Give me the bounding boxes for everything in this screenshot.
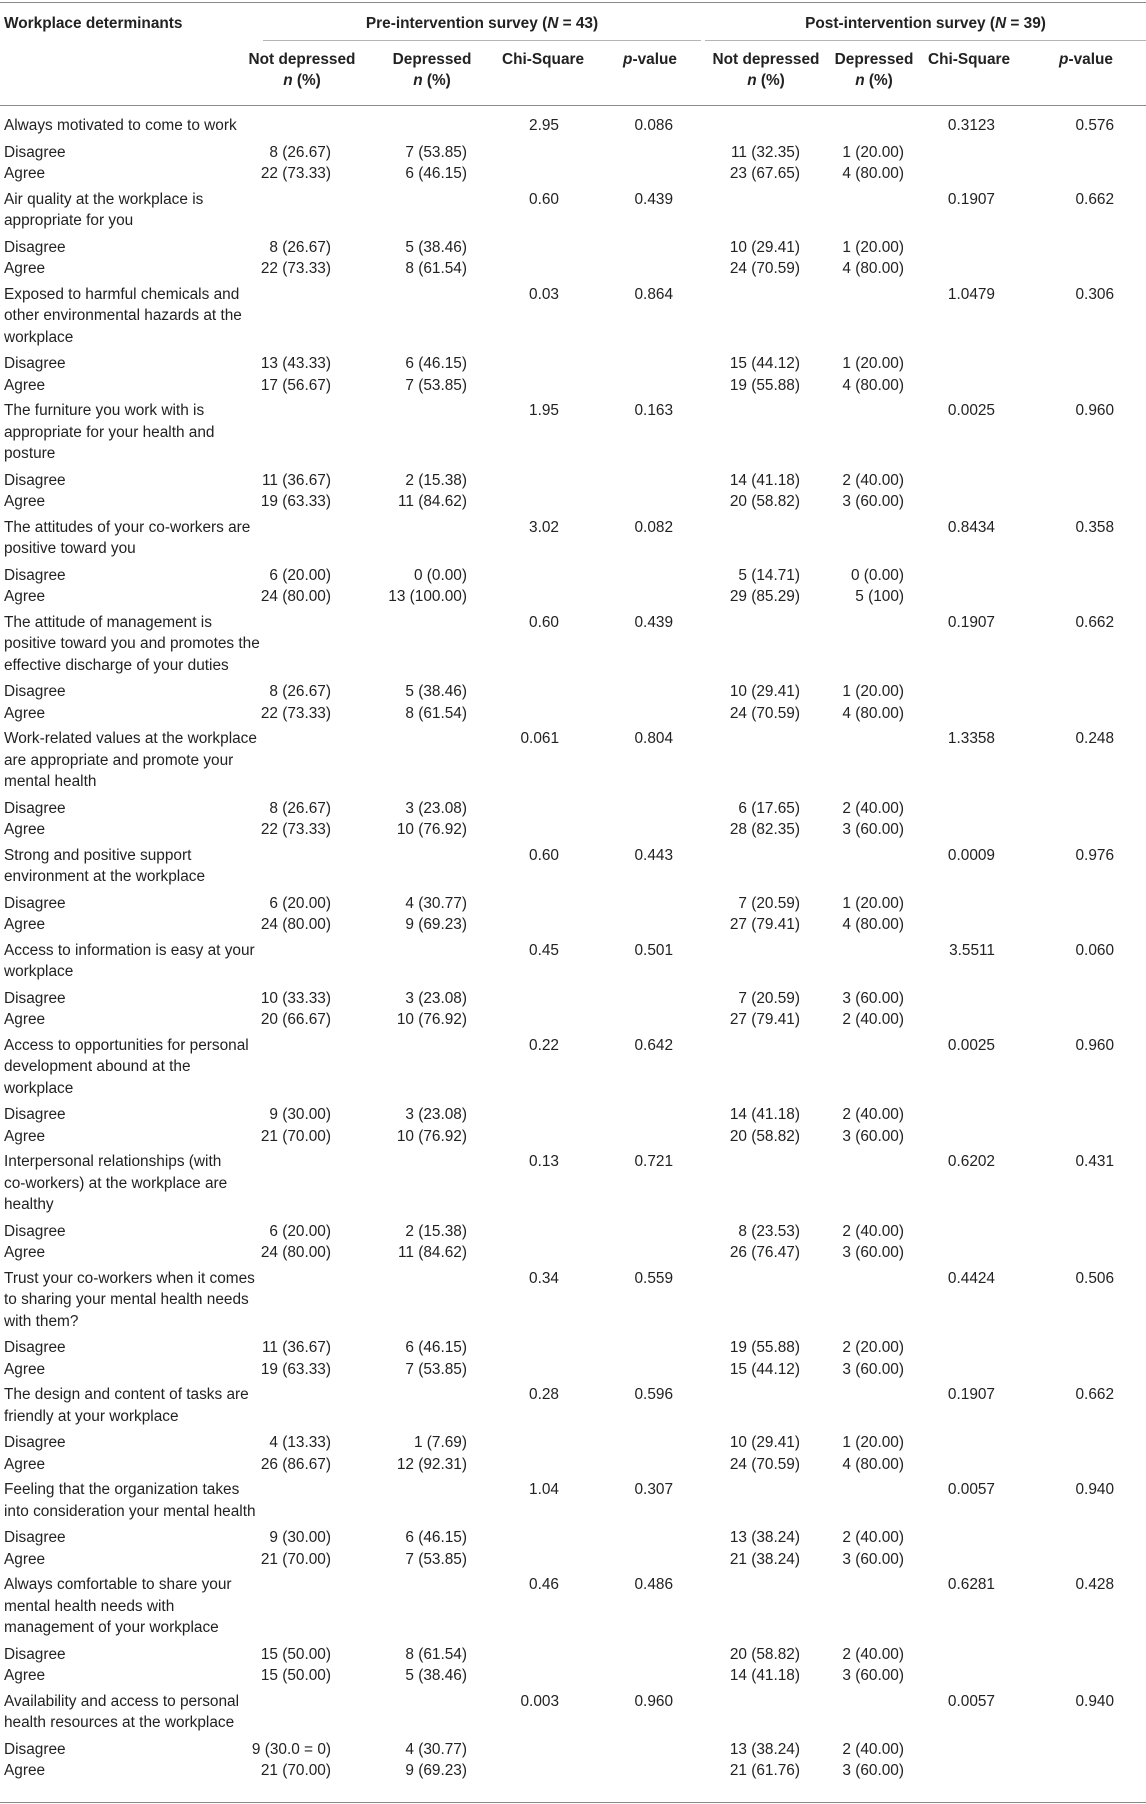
pre-not-depressed-header: Not depressed xyxy=(248,51,356,68)
post-not-depressed-value: 20 (58.82) xyxy=(729,1645,800,1663)
n-letter: n xyxy=(747,72,757,89)
pre-p-value: 0.501 xyxy=(634,941,673,959)
determinant-label: Feeling that the organization takes xyxy=(4,1481,240,1498)
pre-not-depressed-value: 19 (63.33) xyxy=(260,1360,331,1378)
pre-depressed-value: 10 (76.92) xyxy=(396,1127,467,1145)
post-depressed-value: 4 (80.00) xyxy=(842,916,904,933)
determinant-label: Always comfortable to share your xyxy=(4,1576,232,1593)
pre-p-value: 0.559 xyxy=(634,1269,673,1287)
agree-label: Agree xyxy=(4,1762,46,1779)
post-depressed-value: 3 (60.00) xyxy=(842,1667,904,1684)
post-not-depressed-value: 19 (55.88) xyxy=(729,1339,800,1356)
disagree-label: Disagree xyxy=(4,471,66,489)
post-chi-square-header: Chi-Square xyxy=(927,51,1011,68)
pre-intervention-header xyxy=(263,13,701,34)
pre-not-depressed-value: 26 (86.67) xyxy=(260,1455,331,1473)
disagree-label: Disagree xyxy=(4,1740,66,1758)
pre-p-value: 0.439 xyxy=(634,190,673,208)
pre-chi-square: 0.03 xyxy=(529,285,559,303)
determinant-label: Access to opportunities for personal xyxy=(4,1036,249,1054)
pct-suffix: (%) xyxy=(756,72,785,89)
pre-depressed-value: 3 (23.08) xyxy=(405,799,467,817)
pre-depressed-value: 5 (38.46) xyxy=(405,238,467,256)
pre-depressed-value: 2 (15.38) xyxy=(405,1222,467,1240)
pre-not-depressed-value: 8 (26.67) xyxy=(269,238,331,256)
n-letter: n xyxy=(283,72,293,89)
pre-not-depressed-value: 22 (73.33) xyxy=(260,704,331,722)
agree-label: Agree xyxy=(4,493,46,510)
header-bottom-rule xyxy=(0,105,1146,106)
pre-depressed-value: 9 (69.23) xyxy=(405,1762,467,1779)
pre-depressed-value: 6 (46.15) xyxy=(405,1339,467,1356)
disagree-label: Disagree xyxy=(4,1645,66,1663)
disagree-label: Disagree xyxy=(4,566,66,584)
pre-p-value: 0.721 xyxy=(634,1153,673,1170)
agree-label: Agree xyxy=(4,260,46,277)
post-not-depressed-value: 24 (70.59) xyxy=(729,260,800,277)
pre-p-value: 0.804 xyxy=(634,730,673,747)
pre-label-suffix: = 43) xyxy=(558,15,599,32)
determinant-label: healthy xyxy=(4,1196,54,1213)
pre-depressed-value: 12 (92.31) xyxy=(396,1455,467,1473)
pre-not-depressed-value: 15 (50.00) xyxy=(260,1667,331,1684)
n-letter: n xyxy=(855,72,865,89)
n-letter: n xyxy=(413,72,423,89)
pre-p-value: 0.443 xyxy=(634,846,673,864)
pre-depressed-value: 9 (69.23) xyxy=(405,916,467,933)
pre-not-depressed-value: 6 (20.00) xyxy=(269,566,331,584)
post-not-depressed-value: 24 (70.59) xyxy=(729,1455,800,1473)
determinant-label: Work-related values at the workplace xyxy=(4,730,257,747)
determinant-label: appropriate for your health and xyxy=(4,423,215,441)
post-depressed-value: 2 (20.00) xyxy=(842,1339,904,1356)
agree-label: Agree xyxy=(4,1455,46,1473)
disagree-label: Disagree xyxy=(4,989,66,1007)
pre-p-value: 0.086 xyxy=(634,117,673,134)
post-not-depressed-value: 27 (79.41) xyxy=(729,916,800,933)
pre-depressed-value: 11 (84.62) xyxy=(397,493,467,510)
post-chi-square: 0.1907 xyxy=(947,1386,995,1403)
post-depressed-value: 3 (60.00) xyxy=(842,1762,904,1779)
p-suffix: -value xyxy=(632,51,677,68)
pre-depressed-value: 8 (61.54) xyxy=(405,260,467,277)
determinant-label: into consideration your mental health xyxy=(4,1502,256,1520)
post-depressed-value: 3 (60.00) xyxy=(842,1550,904,1568)
determinant-label: The furniture you work with is xyxy=(4,402,205,419)
post-depressed-value: 1 (20.00) xyxy=(842,894,904,912)
determinant-label: Always motivated to come to work xyxy=(4,117,237,134)
post-p-value-header xyxy=(986,49,1146,70)
pre-chi-square: 0.34 xyxy=(529,1269,559,1287)
post-depressed-value: 2 (40.00) xyxy=(842,1529,904,1546)
pre-p-value: 0.960 xyxy=(634,1692,673,1710)
post-p-value: 0.248 xyxy=(1075,730,1114,747)
determinant-label: health resources at the workplace xyxy=(4,1714,235,1731)
agree-label: Agree xyxy=(4,704,46,722)
post-not-depressed-value: 6 (17.65) xyxy=(738,799,800,817)
pre-chi-square: 2.95 xyxy=(529,117,559,134)
agree-label: Agree xyxy=(4,165,46,182)
post-not-depressed-value: 15 (44.12) xyxy=(729,355,800,372)
determinant-label: Air quality at the workplace is xyxy=(4,190,204,208)
pre-chi-square: 0.28 xyxy=(529,1386,559,1403)
post-depressed-value: 2 (40.00) xyxy=(842,1011,904,1028)
determinant-label: development abound at the xyxy=(4,1058,191,1075)
pre-depressed-value: 5 (38.46) xyxy=(405,1667,467,1684)
pre-not-depressed-value: 8 (26.67) xyxy=(269,143,331,161)
pre-chi-square: 1.95 xyxy=(529,402,559,419)
determinant-label: Trust your co-workers when it comes xyxy=(4,1269,255,1287)
pre-chi-square: 0.003 xyxy=(520,1692,559,1710)
agree-label: Agree xyxy=(4,1667,46,1684)
pct-suffix: (%) xyxy=(292,72,321,89)
pre-not-depressed-value: 15 (50.00) xyxy=(260,1645,331,1663)
pre-p-value: 0.864 xyxy=(634,285,673,303)
pre-p-value: 0.642 xyxy=(634,1036,673,1054)
pre-p-value: 0.163 xyxy=(634,402,673,419)
post-not-depressed-value: 10 (29.41) xyxy=(729,1434,800,1451)
post-depressed-value: 2 (40.00) xyxy=(842,1106,904,1123)
post-chi-square: 1.3358 xyxy=(947,730,995,747)
pre-chi-square: 0.60 xyxy=(529,190,559,208)
post-depressed-value: 5 (100) xyxy=(855,588,904,605)
post-label-prefix: Post-intervention survey ( xyxy=(805,15,995,32)
workplace-determinants-header: Workplace determinants xyxy=(4,15,183,32)
post-not-depressed-value: 10 (29.41) xyxy=(729,683,800,700)
post-not-depressed-value: 13 (38.24) xyxy=(729,1740,800,1758)
pre-not-depressed-value: 24 (80.00) xyxy=(260,1244,331,1261)
pre-not-depressed-value: 11 (36.67) xyxy=(261,1339,331,1356)
determinant-label: Availability and access to personal xyxy=(4,1692,239,1710)
post-not-depressed-value: 20 (58.82) xyxy=(729,1127,800,1145)
determinant-label: environment at the workplace xyxy=(4,868,206,885)
pre-not-depressed-value: 22 (73.33) xyxy=(260,165,331,182)
post-depressed-value: 1 (20.00) xyxy=(842,683,904,700)
post-not-depressed-value: 14 (41.18) xyxy=(729,1106,800,1123)
post-not-depressed-value: 28 (82.35) xyxy=(729,821,800,838)
post-not-depressed-value: 14 (41.18) xyxy=(729,471,800,489)
post-chi-square: 0.1907 xyxy=(947,613,995,631)
pre-p-value: 0.082 xyxy=(634,518,673,536)
pre-not-depressed-value: 20 (66.67) xyxy=(260,1011,331,1028)
pre-chi-square: 0.22 xyxy=(529,1036,559,1054)
post-p-value: 0.960 xyxy=(1075,1036,1114,1054)
post-not-depressed-value: 14 (41.18) xyxy=(729,1667,800,1684)
pre-not-depressed-value: 22 (73.33) xyxy=(260,821,331,838)
pre-chi-square: 0.13 xyxy=(529,1153,559,1170)
pre-p-value: 0.439 xyxy=(634,613,673,631)
pre-not-depressed-value: 21 (70.00) xyxy=(260,1762,331,1779)
post-not-depressed-value: 29 (85.29) xyxy=(729,588,800,605)
pre-depressed-value: 7 (53.85) xyxy=(405,1550,467,1568)
determinant-label: positive toward you and promotes the xyxy=(4,635,260,652)
disagree-label: Disagree xyxy=(4,894,66,912)
determinant-label: mental health xyxy=(4,773,97,790)
pre-depressed-n-pct xyxy=(332,70,532,91)
post-p-value: 0.428 xyxy=(1075,1576,1114,1593)
pre-depressed-value: 3 (23.08) xyxy=(405,1106,467,1123)
post-not-depressed-value: 24 (70.59) xyxy=(729,704,800,722)
post-chi-square: 0.8434 xyxy=(947,518,995,536)
post-p-value: 0.506 xyxy=(1075,1269,1114,1287)
post-not-depressed-value: 20 (58.82) xyxy=(729,493,800,510)
pre-chi-square: 0.60 xyxy=(529,613,559,631)
post-p-value: 0.306 xyxy=(1075,285,1114,303)
pre-not-depressed-value: 11 (36.67) xyxy=(261,471,331,489)
pre-depressed-value: 5 (38.46) xyxy=(405,683,467,700)
post-depressed-value: 2 (40.00) xyxy=(842,1740,904,1758)
determinant-label: Access to information is easy at your xyxy=(4,941,255,959)
post-label-suffix: = 39) xyxy=(1006,15,1046,32)
post-chi-square: 0.0057 xyxy=(947,1692,995,1710)
post-p-value: 0.940 xyxy=(1075,1692,1114,1710)
pre-not-depressed-value: 8 (26.67) xyxy=(269,683,331,700)
determinant-label: other environmental hazards at the xyxy=(4,307,242,324)
disagree-label: Disagree xyxy=(4,1434,66,1451)
post-depressed-value: 1 (20.00) xyxy=(842,238,904,256)
determinant-label: mental health needs with xyxy=(4,1597,175,1615)
pre-not-depressed-value: 13 (43.33) xyxy=(260,355,331,372)
p-letter: p xyxy=(1059,51,1069,68)
post-depressed-value: 2 (40.00) xyxy=(842,471,904,489)
determinant-label: The design and content of tasks are xyxy=(4,1386,249,1403)
determinant-label: with them? xyxy=(4,1312,79,1330)
agree-label: Agree xyxy=(4,821,46,838)
post-chi-square: 3.5511 xyxy=(949,941,995,959)
post-p-value: 0.576 xyxy=(1075,117,1114,134)
pre-depressed-value: 2 (15.38) xyxy=(405,471,467,489)
post-chi-square: 0.1907 xyxy=(947,190,995,208)
post-depressed-value: 4 (80.00) xyxy=(842,165,904,182)
pre-not-depressed-value: 9 (30.00) xyxy=(269,1529,331,1546)
agree-label: Agree xyxy=(4,1011,46,1028)
post-chi-square: 0.0009 xyxy=(947,846,995,864)
pre-not-depressed-value: 9 (30.0 = 0) xyxy=(251,1740,331,1758)
agree-label: Agree xyxy=(4,916,46,933)
pre-chi-square: 0.061 xyxy=(520,730,559,747)
disagree-label: Disagree xyxy=(4,355,66,372)
post-depressed-value: 4 (80.00) xyxy=(842,1455,904,1473)
post-depressed-value: 3 (60.00) xyxy=(842,493,904,510)
pre-depressed-value: 6 (46.15) xyxy=(405,1529,467,1546)
determinant-label: Strong and positive support xyxy=(4,846,192,864)
pre-p-value: 0.307 xyxy=(634,1481,673,1498)
disagree-label: Disagree xyxy=(4,1222,66,1240)
pre-chi-square: 3.02 xyxy=(529,518,559,536)
disagree-label: Disagree xyxy=(4,1106,66,1123)
post-chi-square: 0.0057 xyxy=(947,1481,995,1498)
post-not-depressed-value: 15 (44.12) xyxy=(729,1360,800,1378)
post-not-depressed-value: 11 (32.35) xyxy=(730,143,800,161)
pct-suffix: (%) xyxy=(864,72,893,89)
determinant-label: are appropriate and promote your xyxy=(4,751,234,769)
agree-label: Agree xyxy=(4,1244,46,1261)
post-not-depressed-value: 8 (23.53) xyxy=(738,1222,800,1240)
determinant-label: posture xyxy=(4,445,56,462)
determinant-label: The attitudes of your co-workers are xyxy=(4,518,251,536)
post-depressed-value: 2 (40.00) xyxy=(842,1645,904,1663)
disagree-label: Disagree xyxy=(4,683,66,700)
post-p-value: 0.431 xyxy=(1075,1153,1114,1170)
pre-depressed-value: 1 (7.69) xyxy=(413,1434,467,1451)
determinant-label: The attitude of management is xyxy=(4,613,212,631)
post-depressed-value: 3 (60.00) xyxy=(842,821,904,838)
pre-not-depressed-value: 21 (70.00) xyxy=(260,1550,331,1568)
pre-not-depressed-value: 4 (13.33) xyxy=(269,1434,331,1451)
pre-depressed-value: 7 (53.85) xyxy=(405,1360,467,1378)
pre-depressed-value: 13 (100.00) xyxy=(388,588,467,605)
pre-not-depressed-value: 24 (80.00) xyxy=(260,588,331,605)
determinant-label: appropriate for you xyxy=(4,212,134,229)
post-not-depressed-value: 5 (14.71) xyxy=(738,566,800,584)
disagree-label: Disagree xyxy=(4,238,66,256)
pre-depressed-value: 8 (61.54) xyxy=(405,704,467,722)
disagree-label: Disagree xyxy=(4,799,66,817)
pre-chi-square-header: Chi-Square xyxy=(501,51,585,68)
post-depressed-value: 2 (40.00) xyxy=(842,799,904,817)
determinant-label: friendly at your workplace xyxy=(4,1407,179,1425)
pre-depressed-value: 10 (76.92) xyxy=(396,1011,467,1028)
pre-label-prefix: Pre-intervention survey ( xyxy=(365,15,548,32)
agree-label: Agree xyxy=(4,1127,46,1145)
post-chi-square: 0.3123 xyxy=(947,117,995,134)
determinant-label: Interpersonal relationships (with xyxy=(4,1153,222,1170)
table-top-rule xyxy=(0,2,1146,3)
agree-label: Agree xyxy=(4,1360,46,1378)
post-depressed-value: 4 (80.00) xyxy=(842,260,904,277)
post-depressed-value: 3 (60.00) xyxy=(842,1244,904,1261)
post-depressed-value: 2 (40.00) xyxy=(842,1222,904,1240)
agree-label: Agree xyxy=(4,588,46,605)
pre-not-depressed-value: 24 (80.00) xyxy=(260,916,331,933)
post-n-letter: N xyxy=(994,15,1007,32)
post-chi-square: 0.0025 xyxy=(947,1036,995,1054)
post-p-value: 0.358 xyxy=(1075,518,1114,536)
post-depressed-value: 0 (0.00) xyxy=(850,566,904,584)
agree-label: Agree xyxy=(4,1550,46,1568)
determinant-label: management of your workplace xyxy=(4,1619,219,1636)
pre-not-depressed-value: 6 (20.00) xyxy=(269,894,331,912)
post-depressed-header: Depressed xyxy=(834,51,914,68)
post-chi-square: 0.0025 xyxy=(947,402,995,419)
post-p-value: 0.662 xyxy=(1075,190,1114,208)
post-depressed-value: 3 (60.00) xyxy=(842,989,904,1007)
pre-not-depressed-value: 17 (56.67) xyxy=(260,376,331,394)
post-depressed-value: 3 (60.00) xyxy=(842,1360,904,1378)
determinant-label: positive toward you xyxy=(4,540,136,557)
post-not-depressed-value: 23 (67.65) xyxy=(729,165,800,182)
post-not-depressed-value: 7 (20.59) xyxy=(738,989,800,1007)
pre-not-depressed-value: 19 (63.33) xyxy=(260,493,331,510)
determinant-label: effective discharge of your duties xyxy=(4,656,229,674)
post-not-depressed-value: 7 (20.59) xyxy=(738,894,800,912)
post-p-value: 0.060 xyxy=(1075,941,1114,959)
pre-depressed-header: Depressed xyxy=(392,51,472,68)
post-not-depressed-value: 21 (38.24) xyxy=(729,1550,800,1568)
pre-n-letter: N xyxy=(547,15,559,32)
post-p-value: 0.940 xyxy=(1075,1481,1114,1498)
post-chi-square: 0.4424 xyxy=(947,1269,995,1287)
pre-not-depressed-value: 21 (70.00) xyxy=(260,1127,331,1145)
p-suffix: -value xyxy=(1068,51,1113,68)
post-not-depressed-value: 26 (76.47) xyxy=(729,1244,800,1261)
determinant-label: workplace xyxy=(4,328,74,346)
post-not-depressed-value: 10 (29.41) xyxy=(729,238,800,256)
determinant-label: to sharing your mental health needs xyxy=(4,1291,249,1308)
pre-depressed-value: 6 (46.15) xyxy=(405,165,467,182)
pre-chi-square: 0.60 xyxy=(529,846,559,864)
post-depressed-value: 3 (60.00) xyxy=(842,1127,904,1145)
post-depressed-value: 1 (20.00) xyxy=(842,143,904,161)
post-p-value: 0.662 xyxy=(1075,613,1114,631)
pre-not-depressed-value: 6 (20.00) xyxy=(269,1222,331,1240)
post-depressed-value: 4 (80.00) xyxy=(842,704,904,722)
post-chi-square: 0.6202 xyxy=(947,1153,995,1170)
pre-depressed-value: 6 (46.15) xyxy=(405,355,467,372)
pre-depressed-value: 0 (0.00) xyxy=(413,566,467,584)
determinant-label: workplace xyxy=(4,963,74,980)
pre-depressed-value: 7 (53.85) xyxy=(405,143,467,161)
disagree-label: Disagree xyxy=(4,1339,66,1356)
pct-suffix: (%) xyxy=(422,72,451,89)
post-group-rule xyxy=(705,40,1146,41)
pre-p-value: 0.596 xyxy=(634,1386,673,1403)
pre-not-depressed-value: 8 (26.67) xyxy=(269,799,331,817)
post-p-value: 0.960 xyxy=(1075,402,1114,419)
post-not-depressed-header: Not depressed xyxy=(712,51,820,68)
post-p-value: 0.976 xyxy=(1075,846,1114,864)
p-letter: p xyxy=(623,51,633,68)
pre-depressed-value: 3 (23.08) xyxy=(405,989,467,1007)
pre-depressed-value: 10 (76.92) xyxy=(396,821,467,838)
post-depressed-value: 1 (20.00) xyxy=(842,1434,904,1451)
post-not-depressed-value: 27 (79.41) xyxy=(729,1011,800,1028)
determinant-label: Exposed to harmful chemicals and xyxy=(4,285,240,303)
pre-depressed-value: 4 (30.77) xyxy=(405,894,467,912)
pre-p-value: 0.486 xyxy=(634,1576,673,1593)
post-chi-square: 0.6281 xyxy=(947,1576,995,1593)
pre-depressed-value: 4 (30.77) xyxy=(405,1740,467,1758)
pre-depressed-value: 11 (84.62) xyxy=(397,1244,467,1261)
pre-not-depressed-value: 9 (30.00) xyxy=(269,1106,331,1123)
post-depressed-n-pct xyxy=(774,70,974,91)
table-bottom-rule xyxy=(0,1802,1146,1803)
post-not-depressed-value: 19 (55.88) xyxy=(729,376,800,394)
pre-group-rule xyxy=(263,40,701,41)
disagree-label: Disagree xyxy=(4,1529,66,1546)
pre-not-depressed-value: 10 (33.33) xyxy=(260,989,331,1007)
pre-chi-square: 1.04 xyxy=(529,1481,559,1498)
pre-depressed-value: 8 (61.54) xyxy=(405,1645,467,1663)
post-not-depressed-value: 13 (38.24) xyxy=(729,1529,800,1546)
disagree-label: Disagree xyxy=(4,143,66,161)
determinant-label: workplace xyxy=(4,1079,74,1097)
pre-not-depressed-value: 22 (73.33) xyxy=(260,260,331,277)
post-depressed-value: 1 (20.00) xyxy=(842,355,904,372)
post-not-depressed-value: 21 (61.76) xyxy=(729,1762,800,1779)
post-p-value: 0.662 xyxy=(1075,1386,1114,1403)
pre-depressed-value: 7 (53.85) xyxy=(405,376,467,394)
post-chi-square: 1.0479 xyxy=(947,285,995,303)
agree-label: Agree xyxy=(4,376,46,394)
pre-chi-square: 0.46 xyxy=(529,1576,559,1593)
post-intervention-header xyxy=(705,13,1146,34)
determinant-label: co-workers) at the workplace are xyxy=(4,1174,228,1192)
post-depressed-value: 4 (80.00) xyxy=(842,376,904,394)
pre-chi-square: 0.45 xyxy=(529,941,559,959)
